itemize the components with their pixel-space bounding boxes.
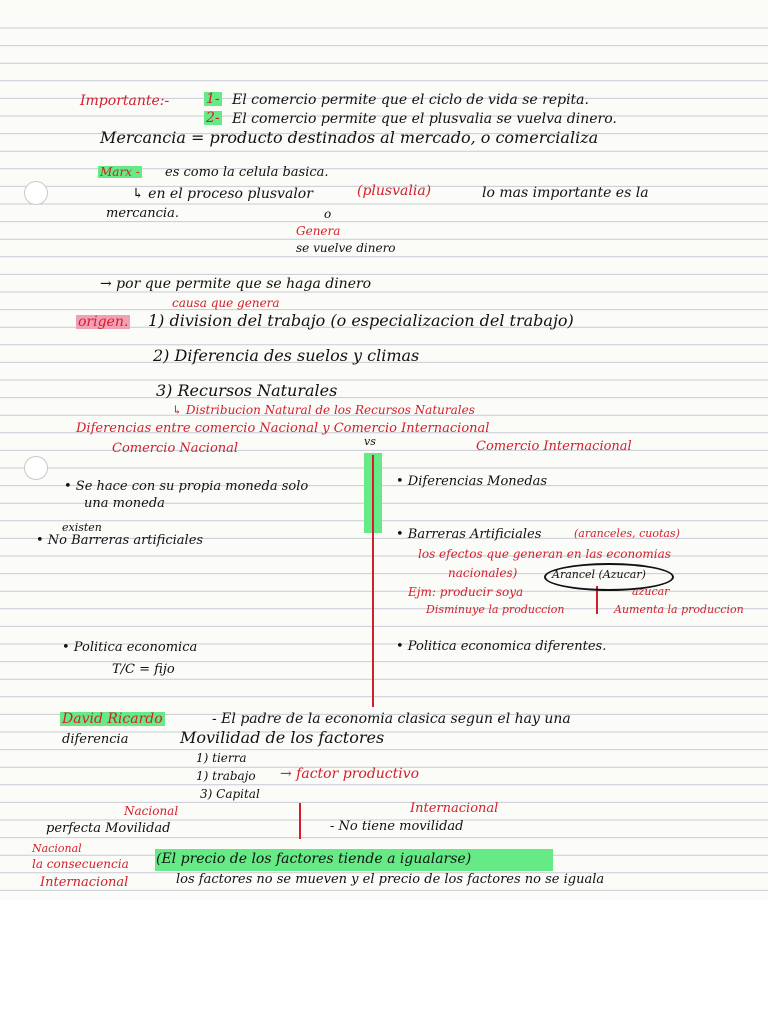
politica-left: • Politica economica: [62, 640, 198, 655]
precio-tiende: (El precio de los factores tiende a igualarse): [156, 851, 472, 867]
diferencias-title: Diferencias entre comercio Nacional y Comercio Internacional: [76, 421, 490, 436]
factor-trabajo: 1) trabajo: [196, 769, 256, 783]
point-1-number: 1-: [206, 91, 220, 107]
perfecta-movilidad: perfecta Movilidad: [46, 821, 171, 836]
factor-productivo: → factor productivo: [280, 766, 420, 782]
vs-text: vs: [364, 435, 376, 448]
aranceles-cuotas: (aranceles, cuotas): [574, 527, 680, 540]
una-moneda-text: una moneda: [84, 496, 165, 511]
distribucion-text: ↳ Distribucion Natural de los Recursos Naturales: [172, 403, 475, 417]
barreras-artificiales: • Barreras Artificiales: [396, 527, 542, 542]
importante-label: Importante:-: [80, 93, 170, 109]
no-se-mueve: los factores no se mueven y el precio de los factores no se iguala: [176, 872, 605, 887]
internacional-small: Internacional: [40, 875, 129, 890]
no-barreras-text: • No Barreras artificiales: [36, 533, 204, 548]
movilidad-factores: Movilidad de los factores: [180, 728, 385, 747]
vuelve-dinero: se vuelve dinero: [296, 241, 396, 255]
point-2-number: 2-: [206, 110, 220, 126]
nacional-heading: Nacional: [124, 804, 179, 818]
marx-label: Marx -: [100, 165, 140, 179]
point-1-text: El comercio permite que el ciclo de vida se repita.: [232, 92, 589, 108]
arancel-label: Arancel (Azucar): [552, 568, 646, 581]
mas-importante-text: lo mas importante es la: [482, 185, 649, 201]
factor-capital: 3) Capital: [200, 787, 260, 801]
binder-hole: [24, 181, 48, 205]
la-consecuencia: la consecuencia: [32, 857, 129, 871]
genera-text: Genera: [296, 224, 341, 238]
tc-fijo: T/C = fijo: [112, 662, 175, 677]
ejm-text: Ejm: producir soya: [408, 585, 524, 599]
point-2-text: El comercio permite que el plusvalia se vuelva dinero.: [232, 111, 617, 127]
no-tiene-movilidad: - No tiene movilidad: [330, 819, 464, 834]
mercancia-word: mercancia.: [106, 206, 179, 221]
david-ricardo-label: David Ricardo: [62, 711, 163, 727]
porque-line: → por que permite que se haga dinero: [100, 276, 372, 292]
factor-tierra: 1) tierra: [196, 751, 247, 765]
azucar-label: azucar: [632, 585, 670, 598]
comercio-nacional-heading: Comercio Nacional: [112, 441, 239, 456]
genera-o: o: [324, 207, 332, 221]
mercancia-definition: Mercancia = producto destinados al mercado, o comercializa: [100, 128, 599, 147]
binder-hole: [24, 456, 48, 480]
origen-item-1: 1) division del trabajo (o especializacion del trabajo): [148, 311, 574, 330]
origen-item-3: 3) Recursos Naturales: [156, 381, 338, 400]
movilidad-divider-line: [299, 803, 301, 839]
nacionales-text: nacionales): [448, 566, 518, 580]
comercio-internacional-heading: Comercio Internacional: [476, 439, 632, 454]
disminuye-text: Disminuye la produccion: [426, 603, 565, 616]
center-divider-line: [372, 455, 374, 707]
existen-caret: existen: [62, 521, 102, 534]
internacional-heading: Internacional: [410, 801, 499, 816]
diferencias-monedas: • Diferencias Monedas: [396, 474, 548, 489]
marx-text: es como la celula basica.: [165, 165, 329, 180]
padre-text: - El padre de la economia clasica segun el hay una: [212, 711, 571, 727]
efectos-text: los efectos que generan en las economias: [418, 547, 671, 561]
proceso-line: ↳ en el proceso plusvalor: [132, 186, 313, 202]
aumenta-text: Aumenta la produccion: [614, 603, 744, 616]
politica-right: • Politica economica diferentes.: [396, 639, 607, 654]
plusvalia-paren: (plusvalia): [357, 183, 432, 199]
causa-que-genera: causa que genera: [172, 296, 280, 310]
origen-item-2: 2) Diferencia des suelos y climas: [153, 346, 420, 365]
diferencia-text: diferencia: [62, 732, 129, 747]
nacional-small: Nacional: [32, 842, 82, 855]
origen-label: origen.: [78, 314, 129, 330]
se-hace-text: • Se hace con su propia moneda solo: [64, 479, 309, 494]
